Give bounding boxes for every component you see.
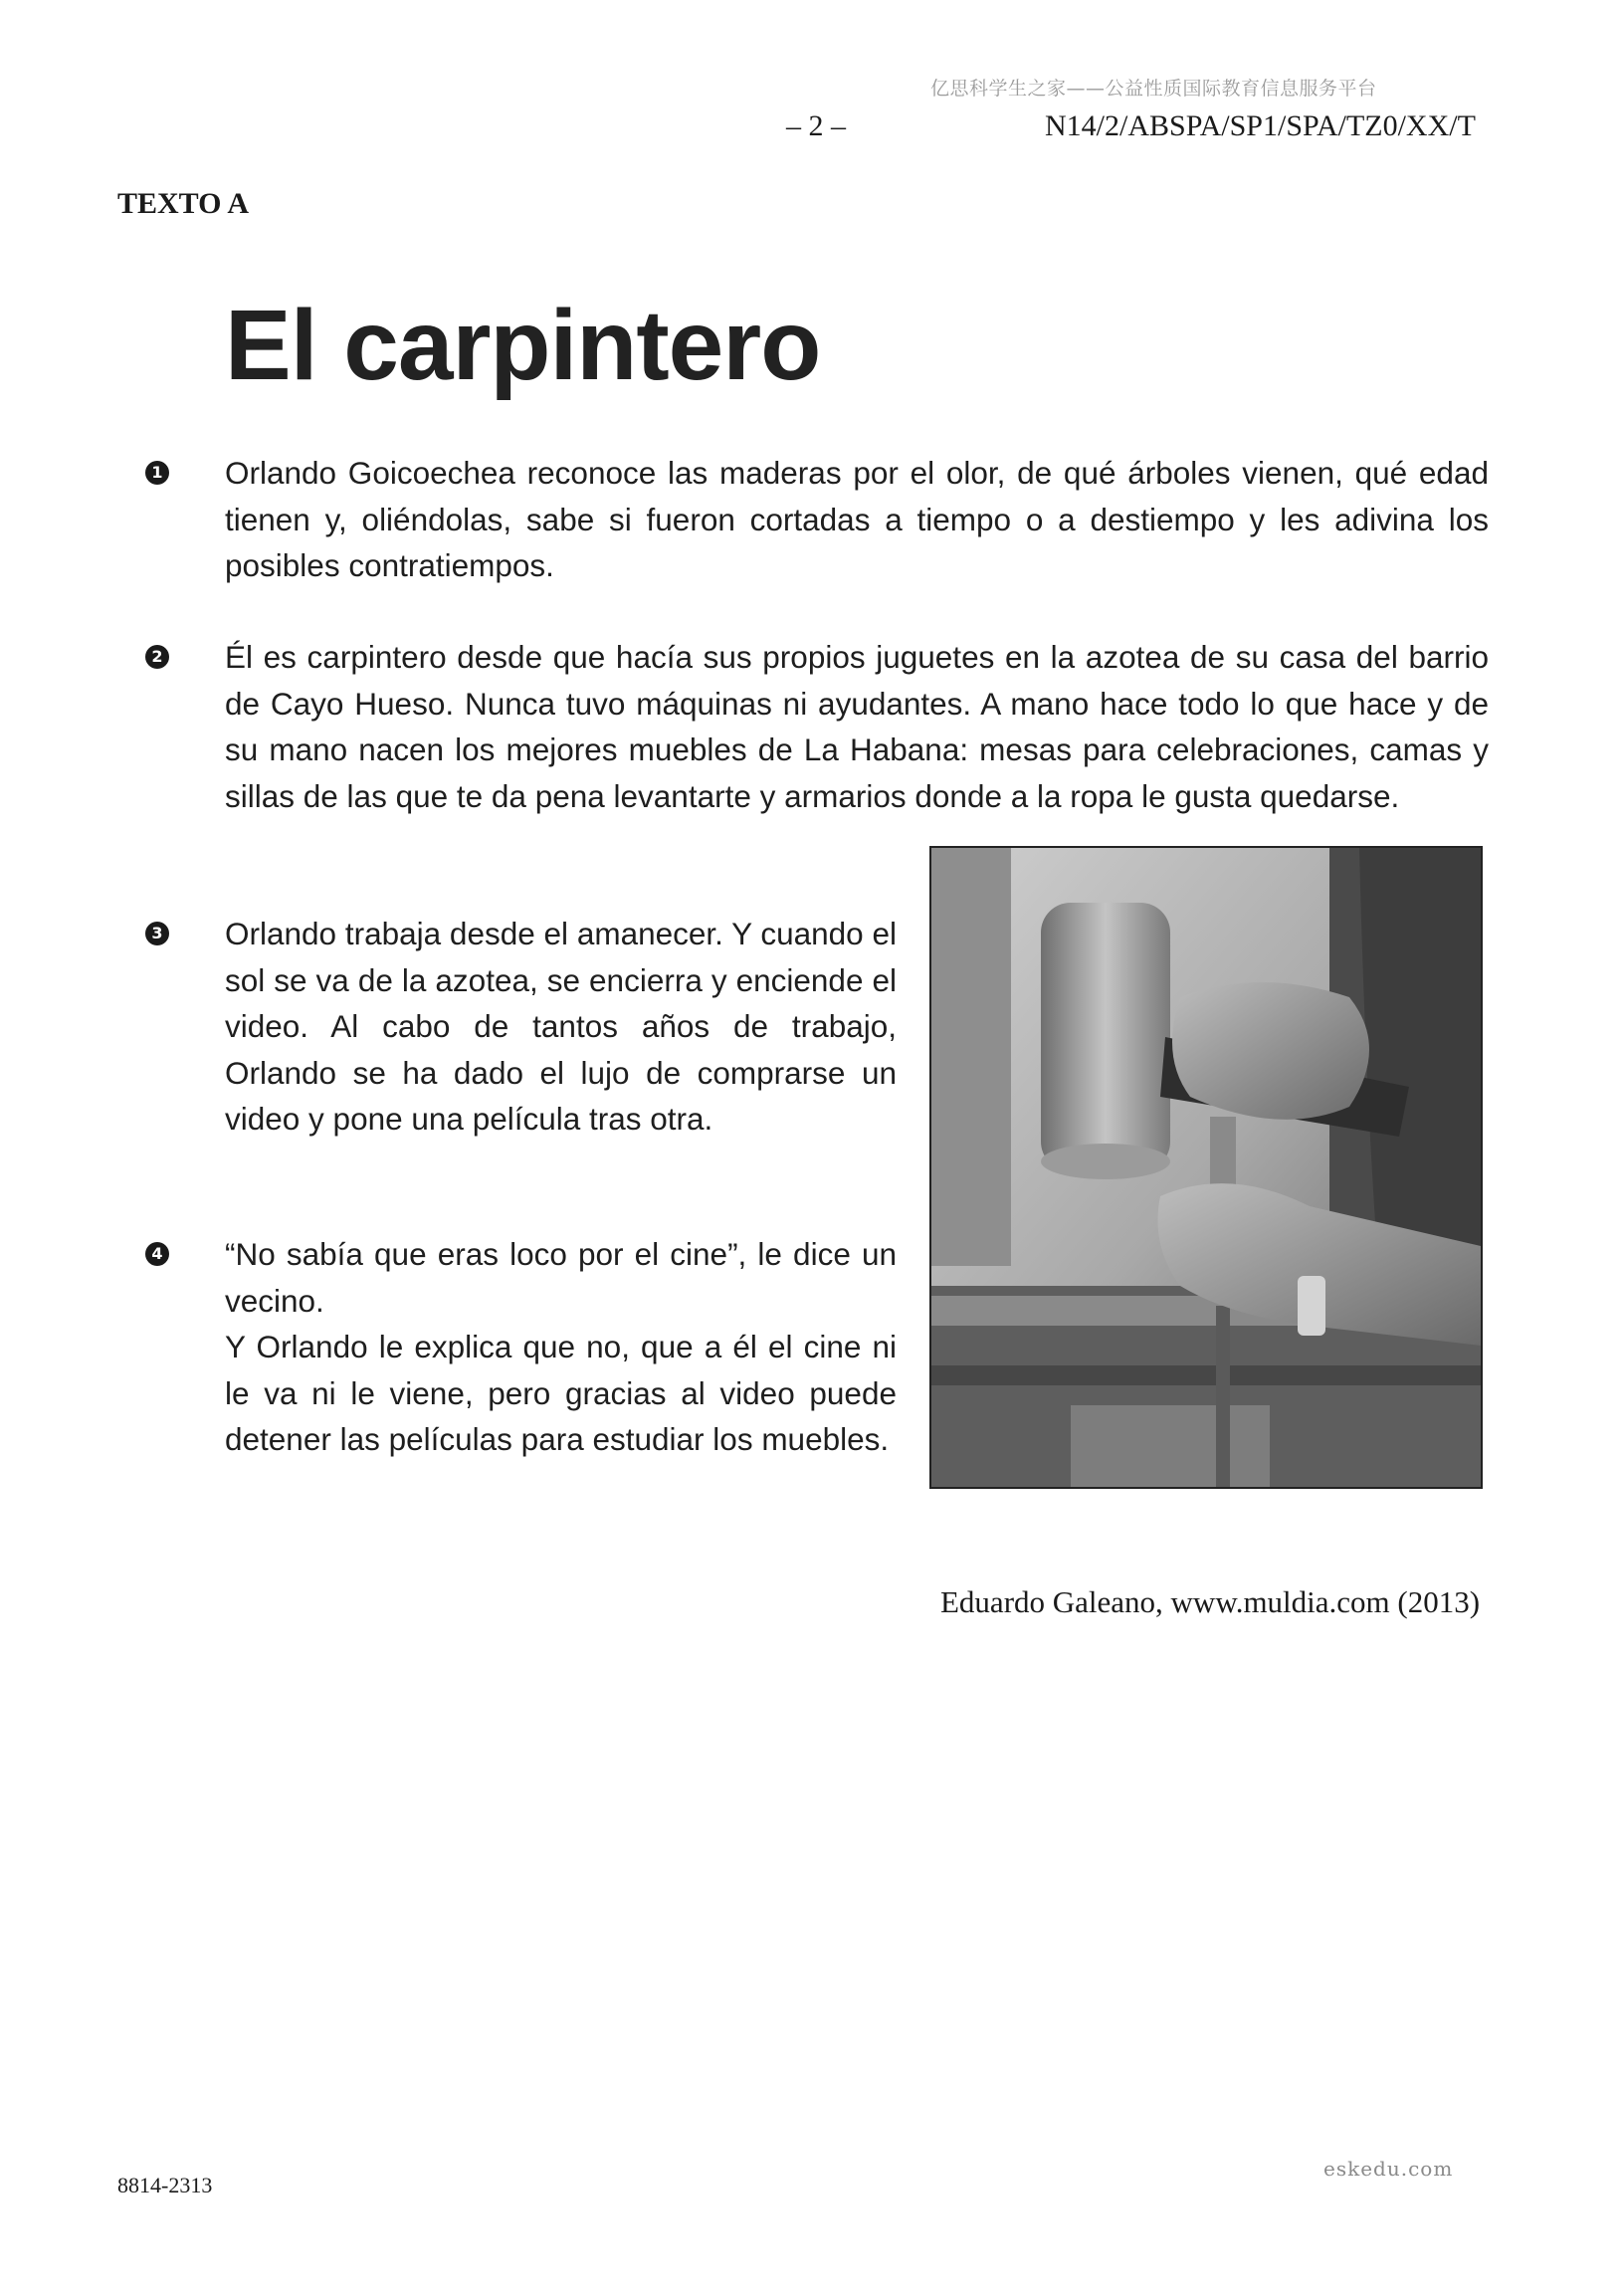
paragraph-marker-3: 3 bbox=[145, 922, 169, 945]
footer-site: eskedu.com bbox=[1323, 2157, 1454, 2181]
article-title: El carpintero bbox=[225, 290, 821, 401]
paragraph-4 bbox=[225, 1231, 897, 1463]
citation: Eduardo Galeano, www.muldia.com (2013) bbox=[940, 1584, 1481, 1619]
page-number: – 2 – bbox=[786, 109, 846, 142]
paragraph-marker-1: 1 bbox=[145, 461, 169, 485]
paragraph-marker-4: 4 bbox=[145, 1242, 169, 1266]
paragraph-4-line2: Y Orlando le explica que no, que a él el cine ni le va ni le viene, pero gracias al video puede detener las películas para estudiar los muebles. bbox=[225, 1329, 897, 1457]
watermark-header: 亿思科学生之家——公益性质国际教育信息服务平台 bbox=[930, 78, 1377, 100]
exam-code: N14/2/ABSPA/SP1/SPA/TZ0/XX/T bbox=[1045, 109, 1476, 142]
paragraph-4-line1: “No sabía que eras loco por el cine”, le dice un vecino. bbox=[225, 1236, 897, 1319]
section-label: TEXTO A bbox=[117, 187, 249, 220]
footer-code: 8814-2313 bbox=[117, 2173, 213, 2197]
paragraph-marker-2: 2 bbox=[145, 645, 169, 669]
paragraph-3: Orlando trabaja desde el amanecer. Y cuando el sol se va de la azotea, se encierra y enciende el video. Al cabo de tantos años de trabajo, Orlando se ha dado el lujo de comprarse un video y pone una película tras otra. bbox=[225, 916, 897, 1137]
paragraph-1: Orlando Goicoechea reconoce las maderas por el olor, de qué árboles vienen, qué edad tienen y, oliéndolas, sabe si fueron cortadas a tiempo o a destiempo y les adivina los posibles contratiempos. bbox=[225, 455, 1489, 583]
paragraph-2: Él es carpintero desde que hacía sus propios juguetes en la azotea de su casa del barrio de Cayo Hueso. Nunca tuvo máquinas ni ayudantes. A mano hace todo lo que hace y de su mano nacen los mejores muebles de La Habana: mesas para celebraciones, camas y sillas de las que te da pena levantarte y armarios donde a la ropa le gusta quedarse. bbox=[225, 639, 1489, 814]
carpenter-photo bbox=[929, 846, 1483, 1489]
